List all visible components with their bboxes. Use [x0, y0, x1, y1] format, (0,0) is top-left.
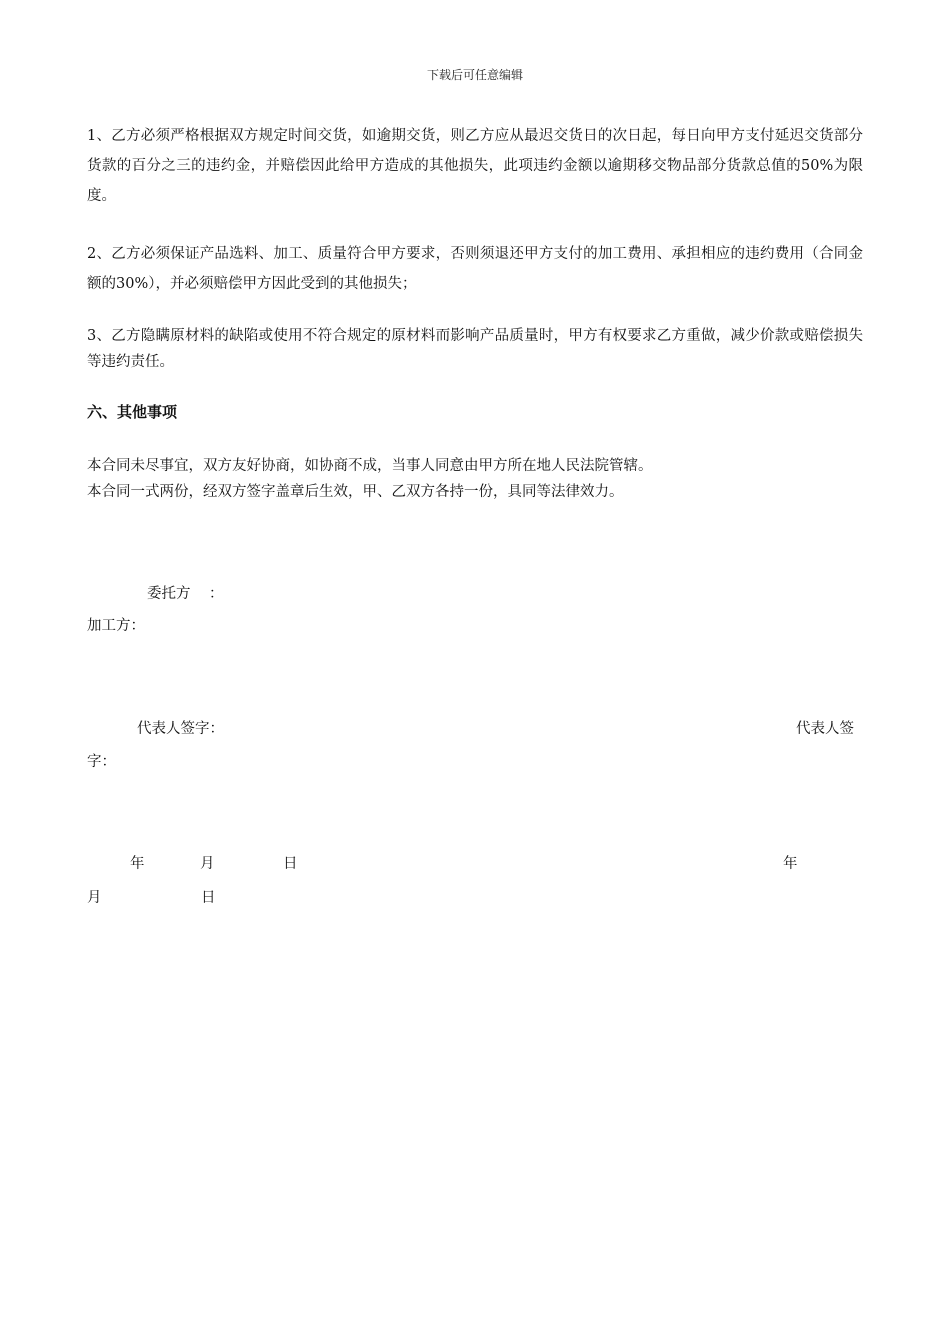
clause-3: 3、乙方隐瞒原材料的缺陷或使用不符合规定的原材料而影响产品质量时，甲方有权要求乙方重做，减少价款或赔偿损失等违约责任。 — [87, 328, 863, 370]
date-left-year: 年 — [130, 856, 145, 872]
date-right-month: 月 — [87, 890, 102, 906]
date-left-day: 日 — [283, 856, 298, 872]
client-label: 委托方 — [147, 586, 191, 602]
clause-1: 1、乙方必须严格根据双方规定时间交货，如逾期交货，则乙方应从最迟交货日的次日起，每日向甲方支付延迟交货部分货款的百分之三的违约金，并赔偿因此给甲方造成的其他损失，此项违约金额以逾期移交物品部分货款总值的50%为限度。 — [87, 128, 863, 204]
processor-label: 加工方： — [87, 618, 145, 634]
section-line-1: 本合同未尽事宜，双方友好协商，如协商不成，当事人同意由甲方所在地人民法院管辖。 — [87, 458, 653, 474]
section-line-2: 本合同一式两份，经双方签字盖章后生效，甲、乙双方各持一份，具同等法律效力。 — [87, 484, 624, 500]
date-left-month: 月 — [200, 856, 215, 872]
clause-2: 2、乙方必须保证产品选料、加工、质量符合甲方要求，否则须退还甲方支付的加工费用、承担相应的违约费用（合同金额的30%），并必须赔偿甲方因此受到的其他损失； — [87, 246, 863, 292]
date-right-year: 年 — [783, 856, 798, 872]
date-right-day: 日 — [201, 890, 216, 906]
section-body — [87, 453, 863, 505]
section-title: 六、其他事项 — [87, 403, 178, 421]
rep-sign-left: 代表人签字： — [137, 721, 224, 737]
rep-sign-right-wrap: 字： — [87, 754, 116, 770]
page-header: 下载后可任意编辑 — [426, 68, 523, 82]
rep-sign-right: 代表人签 — [796, 721, 854, 737]
client-colon: ： — [209, 586, 224, 602]
